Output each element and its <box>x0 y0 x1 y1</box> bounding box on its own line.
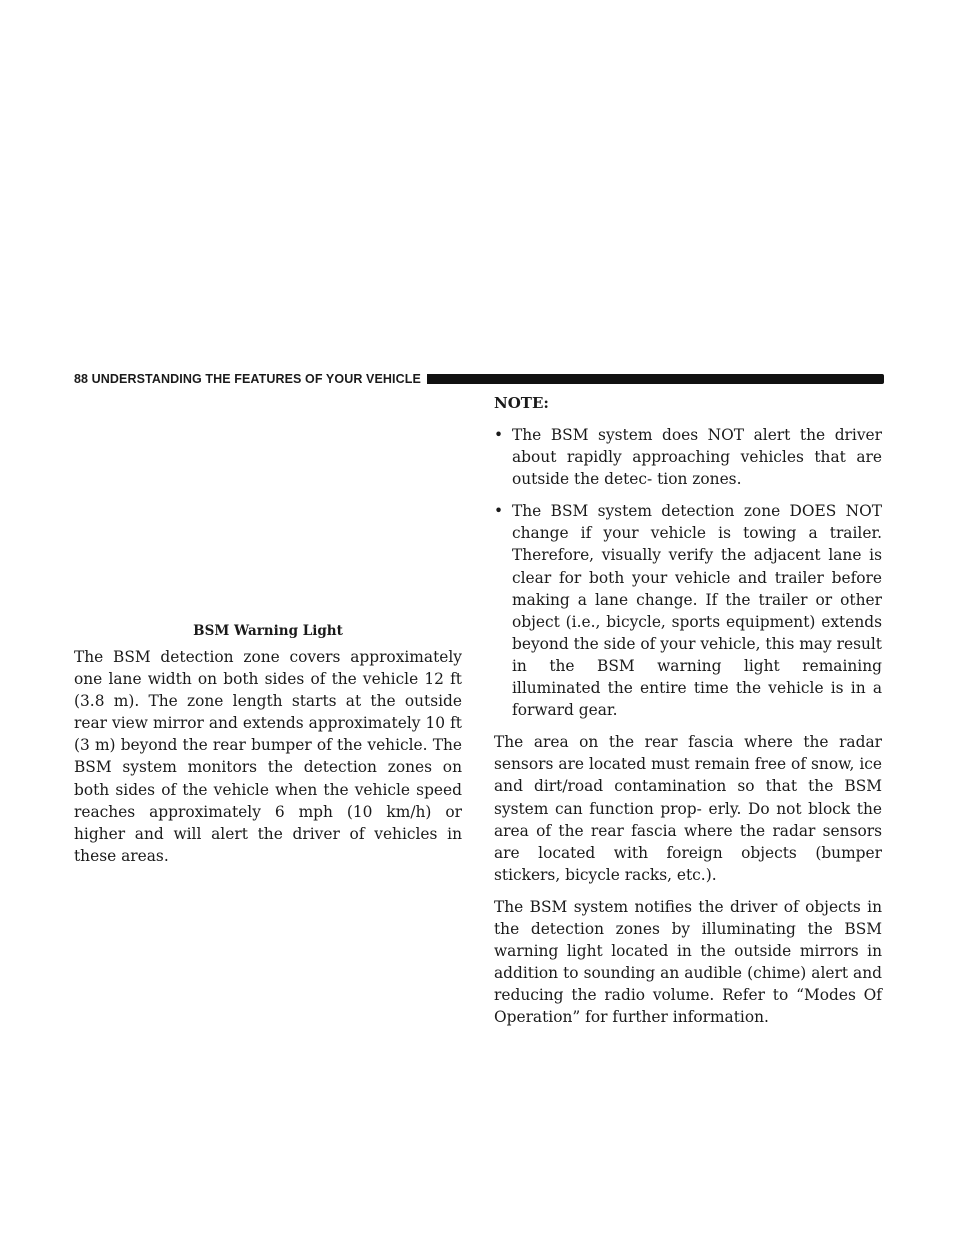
bullet-text: The BSM system detection zone DOES NOT change if your vehicle is towing a trailer. Therefore, visually verify the adjacent lane is clear for both your vehicle and trailer before making a lane change. If the trailer or other object (i.e., bicycle, sports equipment) extends beyond the side of your vehicle, this may result in the BSM warning light remaining illuminated the entire time the vehicle is in a forward gear. <box>512 502 882 720</box>
figure-caption: BSM Warning Light <box>193 623 343 639</box>
bullet-icon: • <box>494 426 504 444</box>
list-item <box>494 424 882 490</box>
list-item <box>494 500 882 721</box>
left-column-paragraph: The BSM detection zone covers approximately one lane width on both sides of the vehicle 12 ft (3.8 m). The zone length starts at the outside rear view mirror and extends approximately 10 ft (3 m) beyond the rear bumper of the vehicle. The BSM system monitors the detection zones on both sides of the vehicle when the vehicle speed reaches approximately 6 mph (10 km/h) or higher and will alert the driver of vehicles in these areas. <box>74 648 462 865</box>
body-paragraph: The BSM system notifies the driver of objects in the detection zones by illuminating the BSM warning light located in the outside mirrors in addition to sounding an audible (chime) alert and reducing the radio volume. Refer to “Modes Of Operation” for further information. <box>494 897 882 1027</box>
page-header <box>74 371 884 387</box>
note-bullet-list <box>494 424 882 721</box>
page-header-text: 88 UNDERSTANDING THE FEATURES OF YOUR VEHICLE <box>74 372 421 386</box>
header-rule-bar <box>427 374 884 384</box>
bullet-text: The BSM system does NOT alert the driver about rapidly approaching vehicles that are outside the detec- tion zones. <box>512 426 882 489</box>
note-label: NOTE: <box>494 394 549 412</box>
bullet-icon: • <box>494 502 504 521</box>
right-column <box>494 392 882 1038</box>
body-paragraph: The area on the rear fascia where the radar sensors are located must remain free of snow, ice and dirt/road contamination so that the BSM system can function prop- erly. Do not block the area of the rear fascia where the radar sensors are located with foreign objects (bumper stickers, bicycle racks, etc.). <box>494 733 882 884</box>
